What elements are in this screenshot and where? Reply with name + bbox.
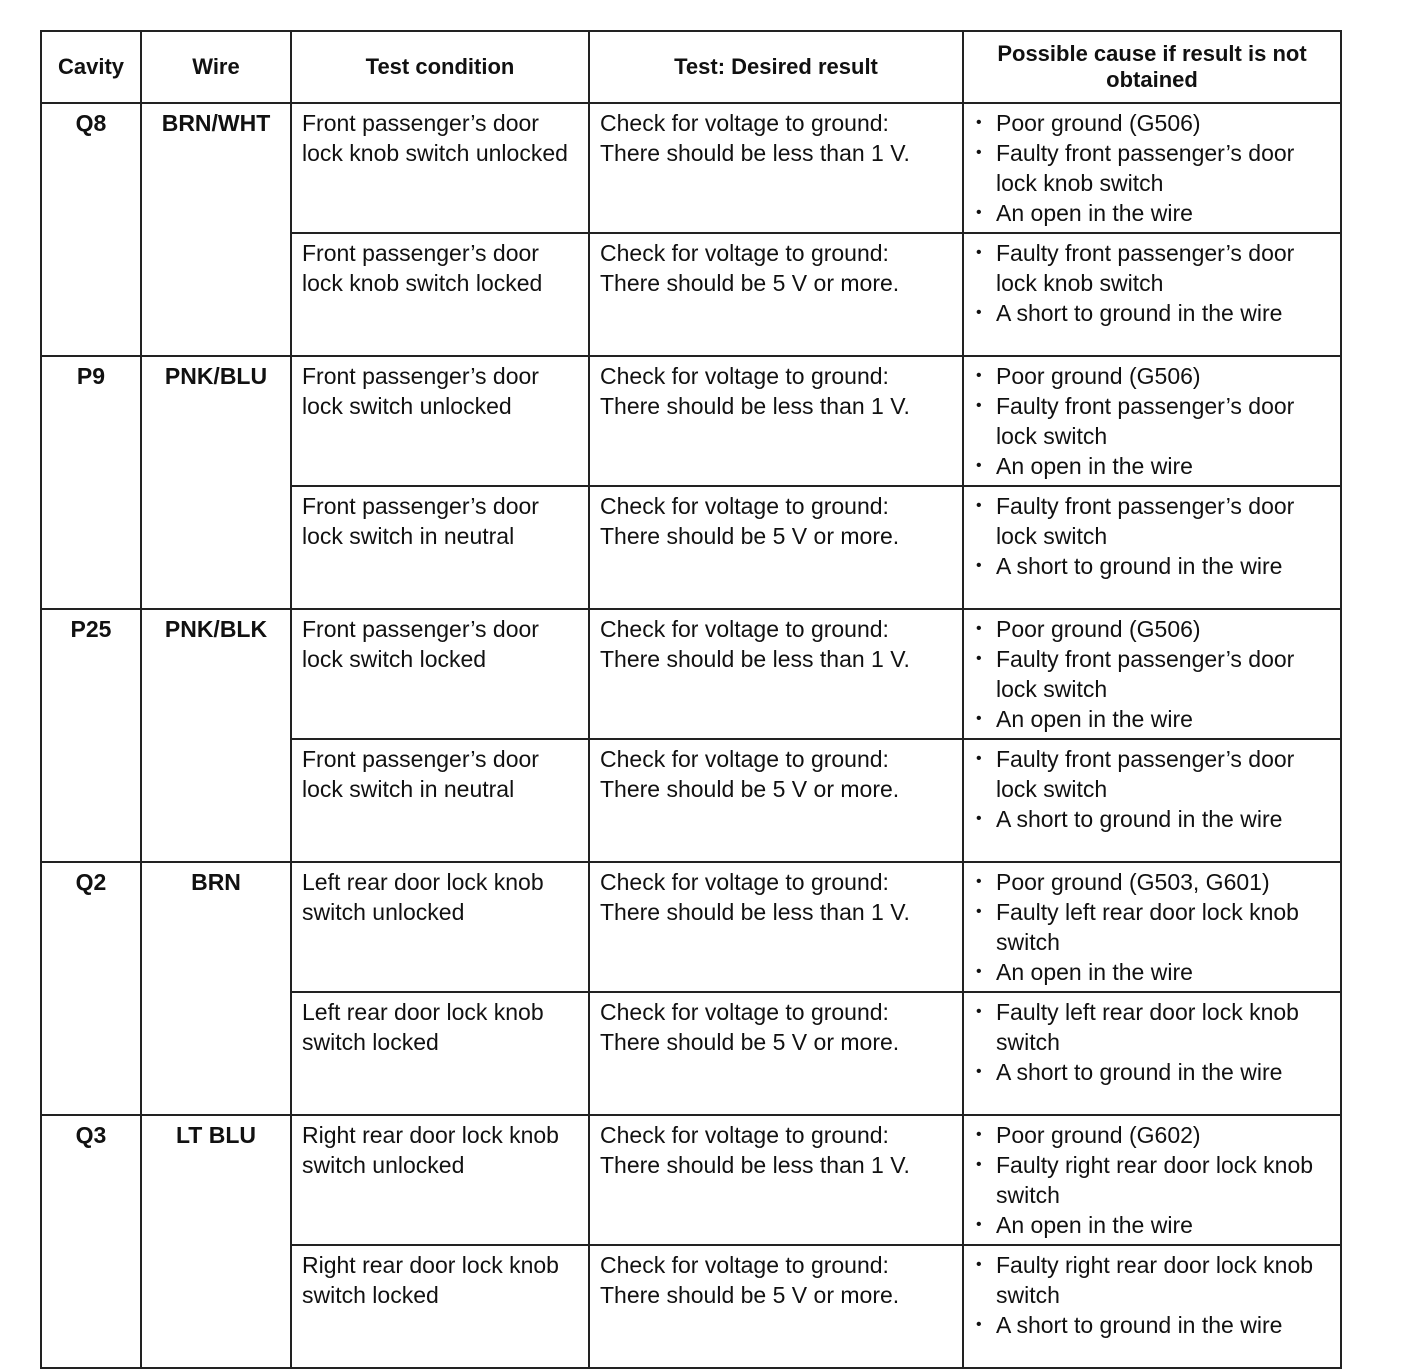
cause-item: • Poor ground (G602) [996, 1120, 1330, 1150]
cause-item: • Faulty front passenger’s door lock switch [996, 391, 1330, 451]
cause-item: • Faulty front passenger’s door lock knob switch [996, 138, 1330, 198]
desired-result-cell: Check for voltage to ground: There should be 5 V or more. [589, 1245, 963, 1368]
cause-item: • Faulty left rear door lock knob switch [996, 997, 1330, 1057]
test-condition-cell: Front passenger’s door lock switch locked [291, 609, 589, 739]
test-condition-cell: Front passenger’s door lock switch in neutral [291, 739, 589, 862]
cavity-cell: Q3 [41, 1115, 141, 1368]
cause-item: • A short to ground in the wire [996, 551, 1330, 581]
cause-item: • A short to ground in the wire [996, 804, 1330, 834]
possible-cause-cell [963, 103, 1341, 233]
test-condition-cell: Left rear door lock knob switch unlocked [291, 862, 589, 992]
cause-list [974, 238, 1330, 328]
cause-list [974, 867, 1330, 987]
cause-item: • Poor ground (G506) [996, 614, 1330, 644]
test-condition-cell: Front passenger’s door lock switch in neutral [291, 486, 589, 609]
possible-cause-cell [963, 356, 1341, 486]
cause-item: • Faulty right rear door lock knob switch [996, 1150, 1330, 1210]
cause-item: • A short to ground in the wire [996, 1310, 1330, 1340]
cause-item: • A short to ground in the wire [996, 1057, 1330, 1087]
cause-list [974, 744, 1330, 834]
cause-item: • An open in the wire [996, 1210, 1330, 1240]
header-possible-cause: Possible cause if result is not obtained [963, 31, 1341, 103]
cause-item: • An open in the wire [996, 704, 1330, 734]
desired-result-cell: Check for voltage to ground: There should be 5 V or more. [589, 739, 963, 862]
test-table [40, 30, 1342, 1369]
cause-list [974, 108, 1330, 228]
wire-cell: PNK/BLK [141, 609, 291, 862]
table-row [41, 103, 1341, 233]
wire-cell: BRN/WHT [141, 103, 291, 356]
desired-result-cell: Check for voltage to ground: There should be 5 V or more. [589, 233, 963, 356]
cause-item: • An open in the wire [996, 957, 1330, 987]
cause-item: • Faulty front passenger’s door lock switch [996, 644, 1330, 704]
cause-item: • Poor ground (G506) [996, 108, 1330, 138]
cause-item: • Faulty left rear door lock knob switch [996, 897, 1330, 957]
cause-item: • Faulty front passenger’s door lock switch [996, 744, 1330, 804]
test-condition-cell: Left rear door lock knob switch locked [291, 992, 589, 1115]
cavity-cell: P9 [41, 356, 141, 609]
cause-item: • Poor ground (G503, G601) [996, 867, 1330, 897]
cause-list [974, 491, 1330, 581]
possible-cause-cell [963, 739, 1341, 862]
test-condition-cell: Front passenger’s door lock switch unlocked [291, 356, 589, 486]
table-row [41, 862, 1341, 992]
table-row [41, 1115, 1341, 1245]
cause-list [974, 1120, 1330, 1240]
cause-item: • Faulty right rear door lock knob switch [996, 1250, 1330, 1310]
header-wire: Wire [141, 31, 291, 103]
header-test-condition: Test condition [291, 31, 589, 103]
header-desired-result: Test: Desired result [589, 31, 963, 103]
possible-cause-cell [963, 1245, 1341, 1368]
table-row [41, 356, 1341, 486]
desired-result-cell: Check for voltage to ground: There should be less than 1 V. [589, 1115, 963, 1245]
cause-item: • A short to ground in the wire [996, 298, 1330, 328]
header-cavity: Cavity [41, 31, 141, 103]
desired-result-cell: Check for voltage to ground: There should be less than 1 V. [589, 103, 963, 233]
cause-list [974, 361, 1330, 481]
possible-cause-cell [963, 862, 1341, 992]
desired-result-cell: Check for voltage to ground: There should be less than 1 V. [589, 862, 963, 992]
cause-item: • An open in the wire [996, 451, 1330, 481]
wire-cell: BRN [141, 862, 291, 1115]
header-row [41, 31, 1341, 103]
test-condition-cell: Front passenger’s door lock knob switch locked [291, 233, 589, 356]
desired-result-cell: Check for voltage to ground: There should be less than 1 V. [589, 356, 963, 486]
possible-cause-cell [963, 609, 1341, 739]
cause-item: • An open in the wire [996, 198, 1330, 228]
wire-cell: PNK/BLU [141, 356, 291, 609]
possible-cause-cell [963, 486, 1341, 609]
table-row [41, 609, 1341, 739]
test-condition-cell: Right rear door lock knob switch unlocked [291, 1115, 589, 1245]
cause-list [974, 1250, 1330, 1340]
desired-result-cell: Check for voltage to ground: There should be 5 V or more. [589, 992, 963, 1115]
test-condition-cell: Right rear door lock knob switch locked [291, 1245, 589, 1368]
cause-item: • Faulty front passenger’s door lock knob switch [996, 238, 1330, 298]
test-condition-cell: Front passenger’s door lock knob switch unlocked [291, 103, 589, 233]
cavity-cell: Q8 [41, 103, 141, 356]
possible-cause-cell [963, 992, 1341, 1115]
wire-cell: LT BLU [141, 1115, 291, 1368]
possible-cause-cell [963, 1115, 1341, 1245]
desired-result-cell: Check for voltage to ground: There should be 5 V or more. [589, 486, 963, 609]
cause-item: • Poor ground (G506) [996, 361, 1330, 391]
cavity-cell: P25 [41, 609, 141, 862]
desired-result-cell: Check for voltage to ground: There should be less than 1 V. [589, 609, 963, 739]
possible-cause-cell [963, 233, 1341, 356]
cause-item: • Faulty front passenger’s door lock switch [996, 491, 1330, 551]
cause-list [974, 997, 1330, 1087]
cause-list [974, 614, 1330, 734]
cavity-cell: Q2 [41, 862, 141, 1115]
